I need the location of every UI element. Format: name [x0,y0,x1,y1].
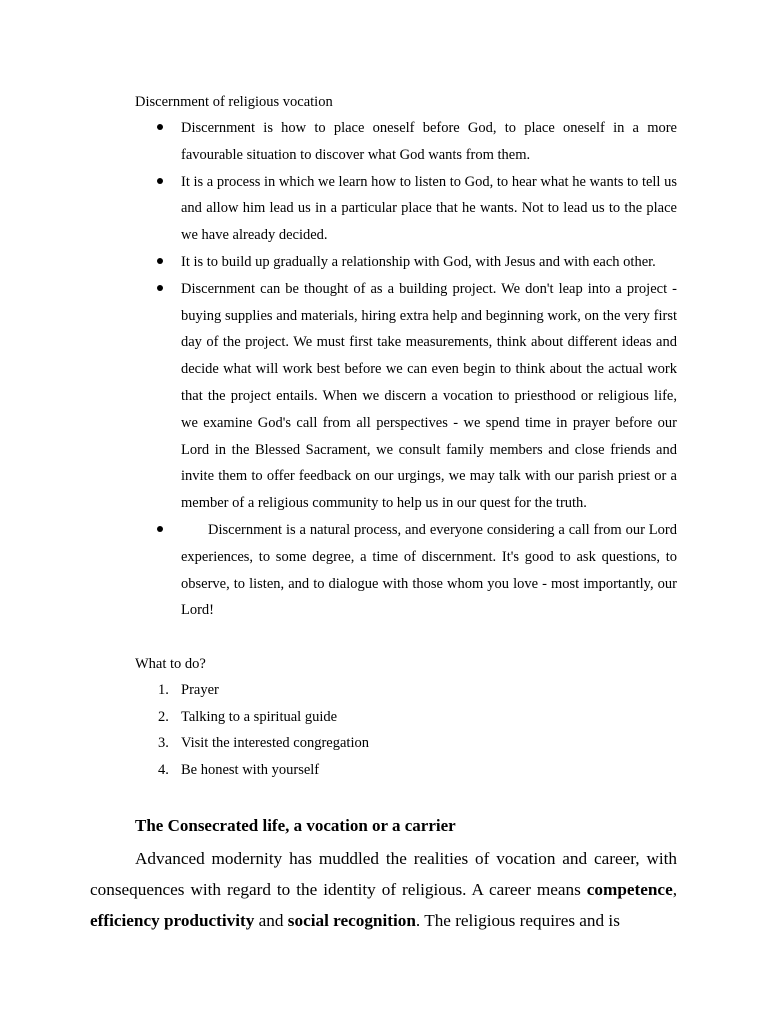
bullet-icon [157,285,163,291]
bullet-text: Discernment can be thought of as a building project. We don't leap into a project - buying supplies and materials, hiring extra help and beginning work, on the very first day of the project. We must first take measurements, think about different ideas and decide what will work best before we can even begin to think about the actual work that the project entails. When we discern a vocation to priesthood or religious life, we examine God's call from all perspectives - we spend time in prayer before our Lord in the Blessed Sacrament, we consult family members and close friends and invite them to offer feedback on our urgings, we may talk with our parish priest or a member of a religious community to help us in our quest for the truth. [181,280,677,512]
bullet-text: Discernment is how to place oneself before God, to place oneself in a more favourable situation to discover what God wants from them. [181,120,677,163]
paragraph-text: and [254,911,288,930]
bold-term: competence [586,880,673,899]
list-item [0,517,768,624]
bullet-text: It is to build up gradually a relationship with God, with Jesus and with each other. [181,253,656,270]
list-item [0,276,768,517]
step-text: Visit the interested congregation [181,735,369,752]
bullet-icon [157,526,163,532]
bullet-icon [157,178,163,184]
step-number: 4. [158,761,169,778]
list-item [0,169,768,249]
bullet-icon [157,124,163,130]
bold-term: social recognition [287,911,416,930]
paragraph-text: Advanced modernity has muddled the realities of vocation and career, with consequences with regard to the identity of religious. A career means [90,849,677,899]
bullet-text: It is a process in which we learn how to listen to God, to hear what he wants to tell us and allow him lead us in a particular place that he wants. Not to lead us to the place we have already decided. [181,173,677,244]
section-title: The Consecrated life, a vocation or a carrier [135,816,456,835]
list-item [0,115,768,169]
step-number: 1. [158,682,169,698]
bold-term: efficiency productivity [90,911,255,930]
step-number: 2. [158,708,169,725]
discernment-bullet-list [0,115,768,624]
bullet-text: Discernment is a natural process, and everyone considering a call from our Lord experiences, to some degree, a time of discernment. It's good to ask questions, to observe, to listen, and to dialogue with those whom you love - most importantly, our Lord! [181,521,677,619]
step-number: 3. [158,735,169,752]
body-paragraph [90,843,677,936]
what-to-do-label: What to do? [135,656,206,672]
step-text: Be honest with yourself [181,761,320,778]
step-text: Talking to a spiritual guide [181,708,338,725]
step-text: Prayer [181,682,219,698]
discernment-heading: Discernment of religious vocation [135,94,333,110]
bullet-icon [157,258,163,264]
list-item [0,249,768,276]
paragraph-text: , [672,880,677,899]
paragraph-text: . The religious requires and is [415,911,620,930]
